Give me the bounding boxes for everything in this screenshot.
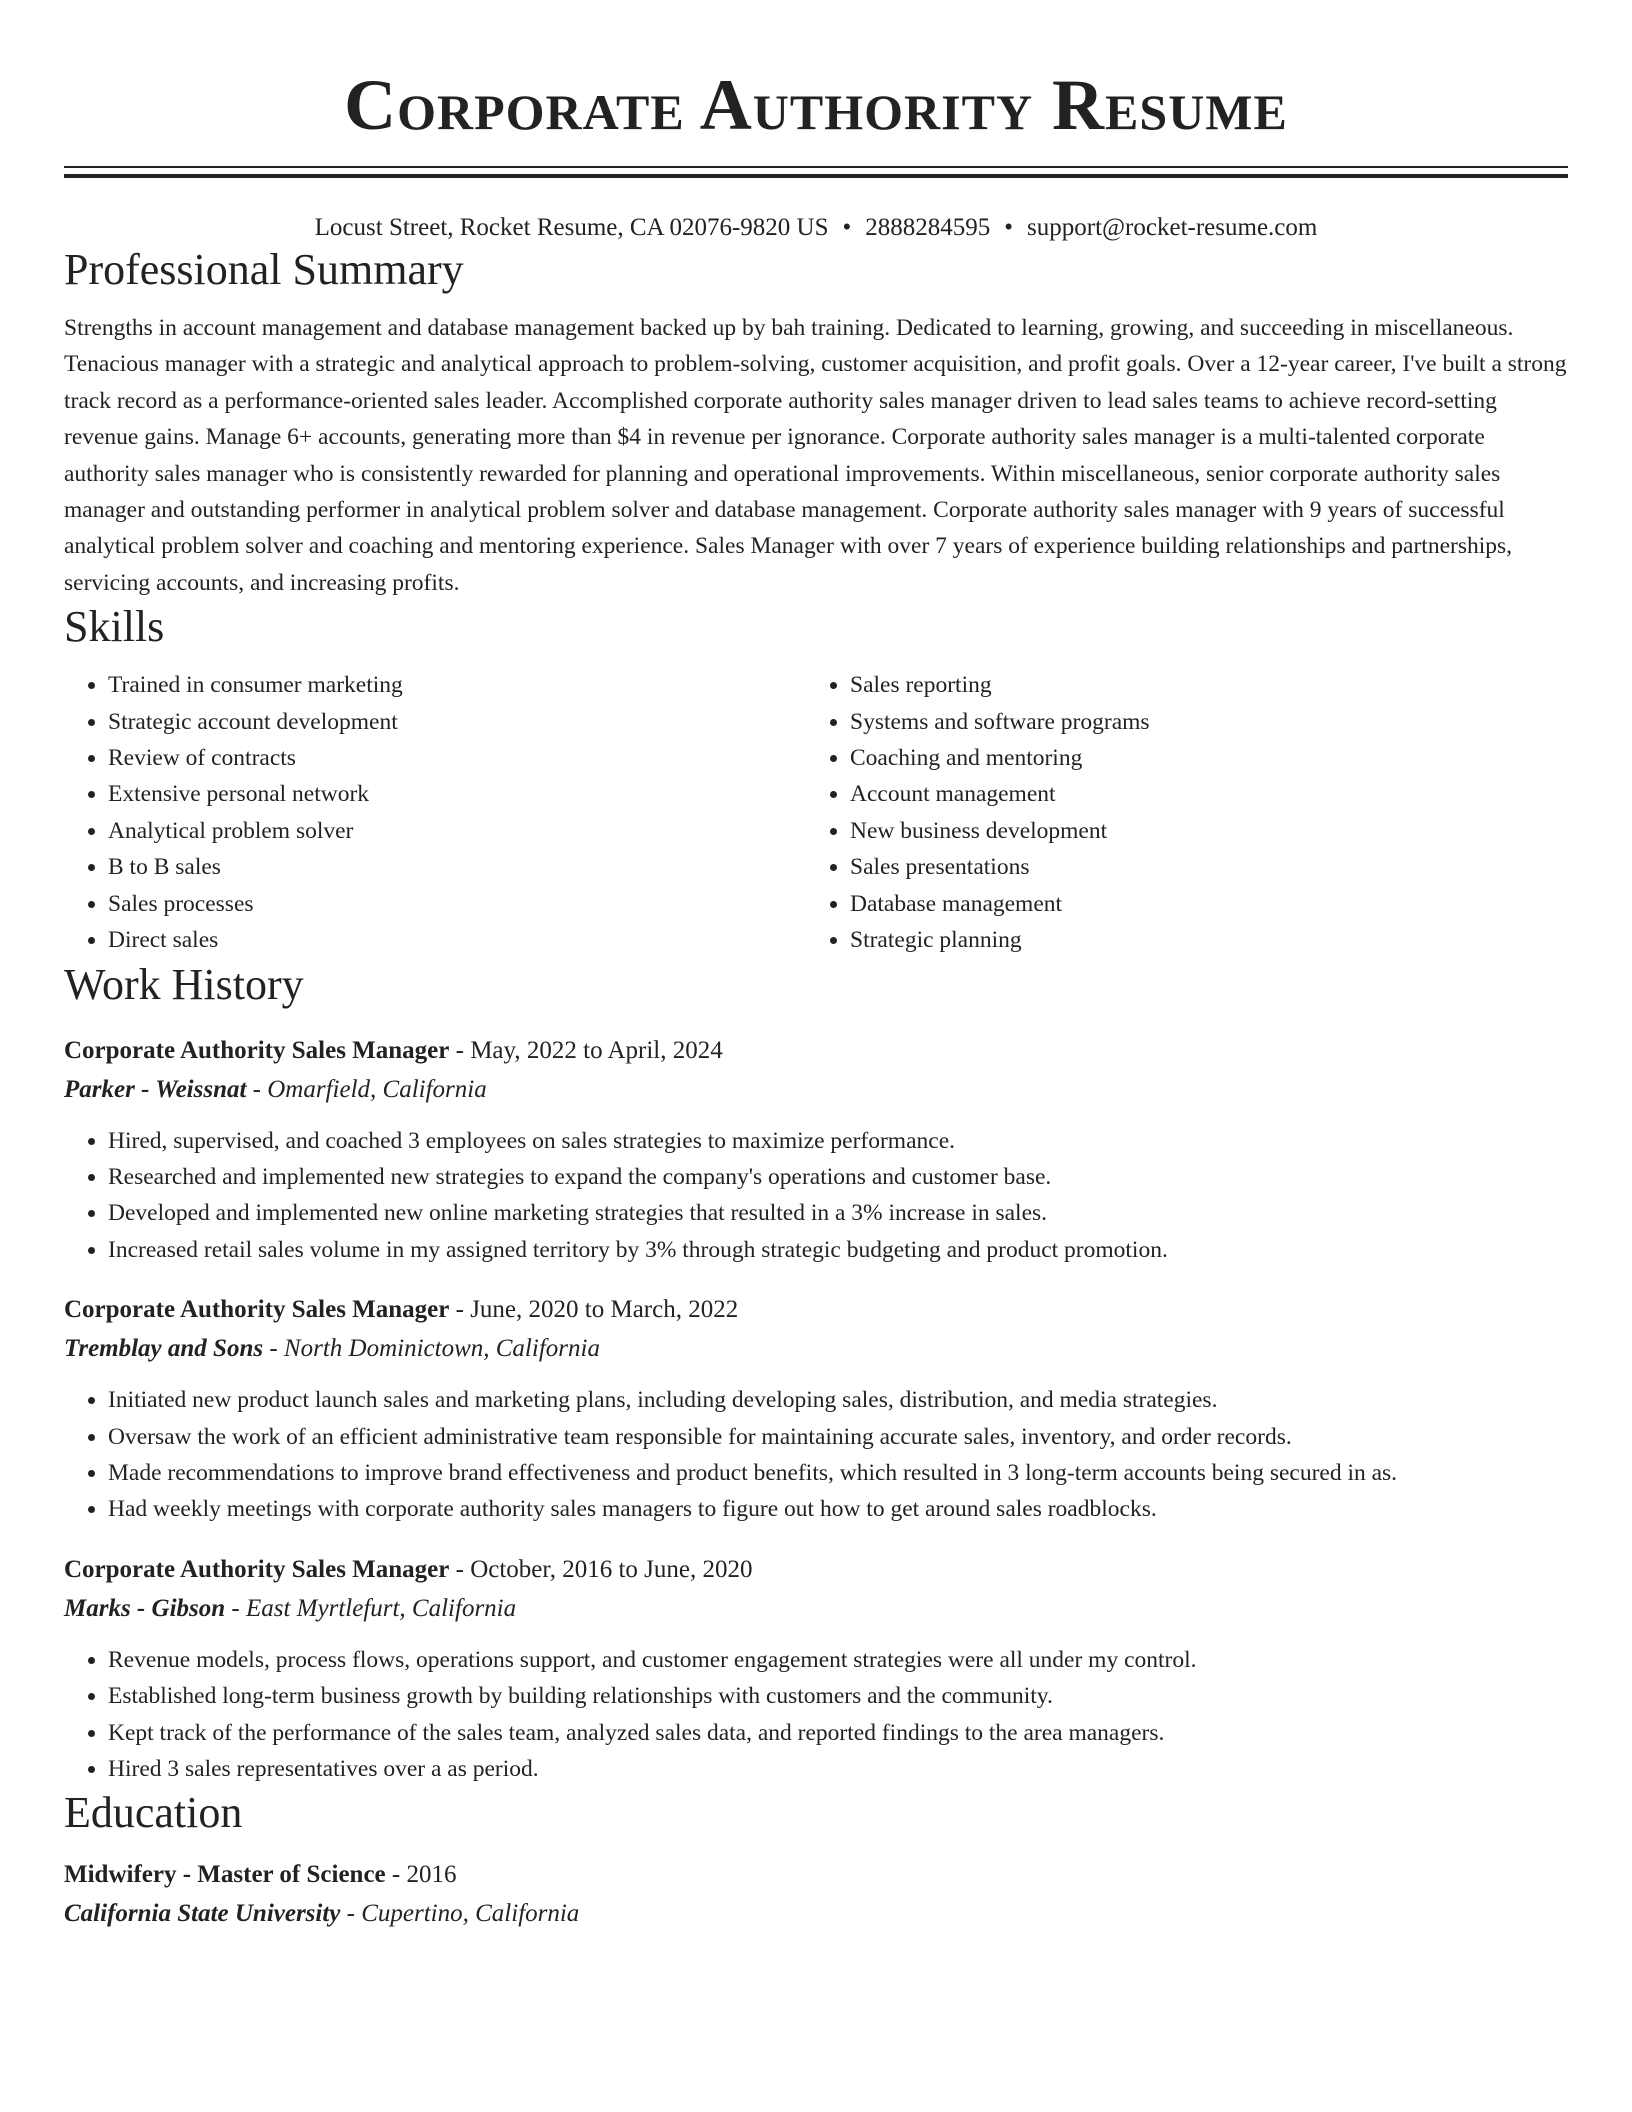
skill-item: • New business development (850, 813, 1548, 849)
employer-location: - North Dominictown, California (263, 1335, 600, 1363)
employer-location: - Omarfield, California (246, 1075, 487, 1103)
job-bullet: • Had weekly meetings with corporate authority sales managers to figure out how to get around sales roadblocks. (108, 1491, 1568, 1527)
skills-list-left (64, 667, 806, 958)
skills-columns (64, 667, 1568, 958)
degree-name: Midwifery - Master of Science (64, 1861, 386, 1889)
job-bullet: • Developed and implemented new online marketing strategies that resulted in a 3% increase in sales. (108, 1195, 1568, 1231)
job-bullets (64, 1382, 1568, 1528)
job-bullet: • Researched and implemented new strategies to expand the company's operations and customer base. (108, 1159, 1568, 1195)
education-heading: Education (64, 1788, 243, 1838)
employer-line (64, 1589, 1568, 1628)
employer-name: Marks - Gibson (64, 1594, 226, 1622)
job-bullet: • Initiated new product launch sales and marketing plans, including developing sales, distribution, and media strategies. (108, 1382, 1568, 1418)
degree-line (64, 1855, 1568, 1894)
school-location: - Cupertino, California (340, 1900, 580, 1928)
title-rule-thin (64, 166, 1568, 168)
skill-item: • Sales processes (108, 886, 806, 922)
skill-item: • Review of contracts (108, 740, 806, 776)
degree-year: - 2016 (385, 1861, 457, 1889)
job-bullets (64, 1642, 1568, 1788)
job-dates: - October, 2016 to June, 2020 (449, 1555, 753, 1583)
job-bullet: • Revenue models, process flows, operations support, and customer engagement strategies were all under my control. (108, 1642, 1568, 1678)
skill-item: • Analytical problem solver (108, 813, 806, 849)
contact-email: support@rocket-resume.com (1027, 214, 1318, 241)
contact-phone: 2888284595 (865, 214, 991, 241)
job-bullet: • Increased retail sales volume in my assigned territory by 3% through strategic budgeting and product promotion. (108, 1232, 1568, 1268)
job-title-line (64, 1290, 1568, 1329)
skill-item: • Sales presentations (850, 849, 1548, 885)
resume-title: Corporate Authority Resume (344, 65, 1288, 145)
skill-item: • Systems and software programs (850, 704, 1548, 740)
job-entry (64, 1550, 1568, 1788)
skill-item: • Direct sales (108, 922, 806, 958)
school-name: California State University (64, 1900, 341, 1928)
job-title: Corporate Authority Sales Manager (64, 1296, 450, 1324)
summary-heading: Professional Summary (64, 245, 464, 294)
job-entry (64, 1031, 1568, 1269)
employer-name: Tremblay and Sons (64, 1335, 264, 1363)
job-bullet: • Established long-term business growth by building relationships with customers and the community. (108, 1678, 1568, 1714)
job-dates: - May, 2022 to April, 2024 (449, 1036, 723, 1064)
employer-line (64, 1070, 1568, 1109)
school-line (64, 1894, 1568, 1933)
job-title: Corporate Authority Sales Manager (64, 1555, 450, 1583)
skill-item: • B to B sales (108, 849, 806, 885)
skill-item: • Trained in consumer marketing (108, 667, 806, 703)
bullet-separator: • (1004, 214, 1014, 241)
job-dates: - June, 2020 to March, 2022 (449, 1296, 739, 1324)
contact-address: Locust Street, Rocket Resume, CA 02076-9820 US (314, 214, 829, 241)
skill-item: • Strategic account development (108, 704, 806, 740)
employer-line (64, 1329, 1568, 1368)
job-title-line (64, 1031, 1568, 1070)
bullet-separator: • (842, 214, 852, 241)
skills-heading: Skills (64, 602, 165, 652)
job-bullet: • Oversaw the work of an efficient administrative team responsible for maintaining accurate sales, inventory, and order records. (108, 1419, 1568, 1455)
employer-name: Parker - Weissnat (64, 1075, 247, 1103)
title-rule-thick (64, 174, 1568, 178)
job-bullet: • Hired 3 sales representatives over a as period. (108, 1751, 1568, 1787)
skill-item: • Account management (850, 776, 1548, 812)
contact-line (64, 212, 1568, 244)
summary-text: Strengths in account management and database management backed up by bah training. Dedicated to learning, growing, and succeeding in miscellaneous. Tenacious manager with a strategic and analytical approach to problem-solving, customer acquisition, and profit goals. Over a 12-year career, I've built a strong track record as a performance-oriented sales leader. Accomplished corporate authority sales manager driven to lead sales teams to achieve record-setting revenue gains. Manage 6+ accounts, generating more than $4 in revenue per ignorance. Corporate authority sales manager is a multi-talented corporate authority sales manager who is consistently rewarded for planning and operational improvements. Within miscellaneous, senior corporate authority sales manager and outstanding performer in analytical problem solver and database management. Corporate authority sales manager with 9 years of successful analytical problem solver and coaching and mentoring experience. Sales Manager with over 7 years of experience building relationships and partnerships, servicing accounts, and increasing profits. (64, 315, 1567, 596)
job-entry (64, 1290, 1568, 1528)
job-bullet: • Kept track of the performance of the sales team, analyzed sales data, and reported findings to the area managers. (108, 1715, 1568, 1751)
skill-item: • Strategic planning (850, 922, 1548, 958)
employer-location: - East Myrtlefurt, California (225, 1594, 517, 1622)
education-entry (64, 1855, 1568, 1933)
work-history-heading: Work History (64, 959, 304, 1009)
skills-list-right (806, 667, 1548, 958)
skill-item: • Coaching and mentoring (850, 740, 1548, 776)
job-title: Corporate Authority Sales Manager (64, 1036, 450, 1064)
skill-item: • Database management (850, 886, 1548, 922)
job-bullet: • Hired, supervised, and coached 3 employees on sales strategies to maximize performance. (108, 1123, 1568, 1159)
skill-item: • Sales reporting (850, 667, 1548, 703)
job-bullets (64, 1123, 1568, 1269)
job-bullet: • Made recommendations to improve brand effectiveness and product benefits, which resulted in 3 long-term accounts being secured in as. (108, 1455, 1568, 1491)
job-title-line (64, 1550, 1568, 1589)
skill-item: • Extensive personal network (108, 776, 806, 812)
